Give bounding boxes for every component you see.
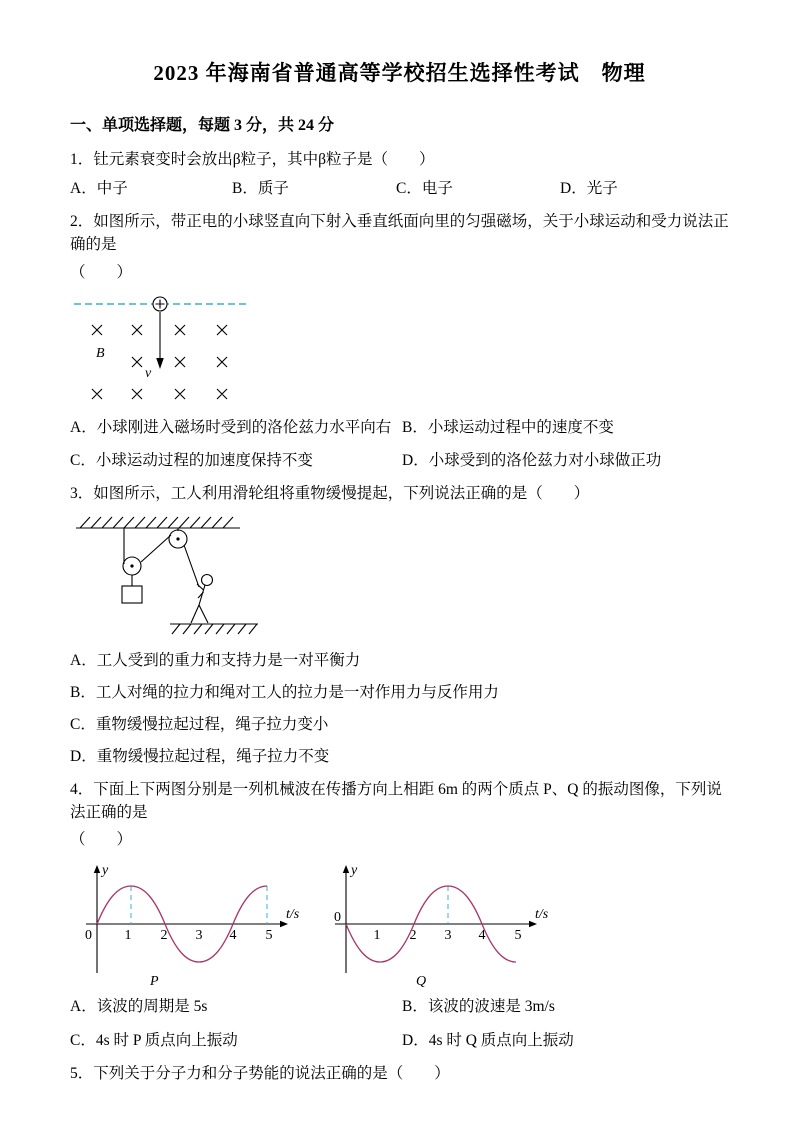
question-4-option-d: D．4s 时 Q 质点向上振动 bbox=[402, 1031, 574, 1049]
q-tick-1: 1 bbox=[373, 928, 381, 944]
rope-middle bbox=[141, 535, 171, 562]
p-tick-5: 5 bbox=[265, 928, 273, 944]
question-2-figure bbox=[72, 290, 729, 410]
question-5-stem: 5．下列关于分子力和分子势能的说法正确的是（ ） bbox=[70, 1064, 450, 1082]
question-4-option-c: C．4s 时 P 质点向上振动 bbox=[70, 1031, 238, 1049]
p-tick-1: 1 bbox=[124, 928, 132, 944]
question-2-option-c: C．小球运动过程的加速度保持不变 bbox=[70, 452, 313, 469]
question-3-option-d: D．重物缓慢拉起过程，绳子拉力不变 bbox=[70, 748, 330, 766]
page-title: 2023 年海南省普通高等学校招生选择性考试 物理 bbox=[153, 61, 646, 85]
q-tick-2: 2 bbox=[409, 928, 417, 944]
question-2-option-d: D．小球受到的洛伦兹力对小球做正功 bbox=[402, 452, 662, 469]
question-2-stem: 2．如图所示，带正电的小球竖直向下射入垂直纸面向里的匀强磁场，关于小球运动和受力说法正确的是 bbox=[70, 213, 729, 254]
question-3-option-a: A．工人受到的重力和支持力是一对平衡力 bbox=[70, 651, 361, 669]
q-tick-5: 5 bbox=[514, 928, 522, 944]
question-3 bbox=[70, 482, 729, 768]
question-3-stem: 3．如图所示，工人利用滑轮组将重物缓慢提起，下列说法正确的是（ ） bbox=[70, 485, 590, 503]
q-tick-3: 3 bbox=[444, 928, 452, 944]
question-4-option-b: B．该波的波速是 3m/s bbox=[402, 998, 555, 1016]
worker-arm-lower bbox=[198, 592, 204, 598]
field-label: B bbox=[96, 345, 105, 361]
question-1-option-d: D．光子 bbox=[560, 179, 618, 197]
ceiling-hatching bbox=[80, 517, 233, 528]
question-1 bbox=[70, 148, 729, 201]
velocity-arrowhead-icon bbox=[156, 358, 164, 369]
worker-leg-right bbox=[199, 605, 208, 623]
question-4-option-a: A．该波的周期是 5s bbox=[70, 998, 208, 1016]
question-5 bbox=[70, 1062, 729, 1085]
fixed-pulley-axle bbox=[176, 537, 179, 540]
rope-to-worker bbox=[184, 545, 199, 587]
q-tick-4: 4 bbox=[478, 928, 486, 944]
worker-leg-left bbox=[191, 605, 199, 623]
vibration-graph-q bbox=[321, 859, 556, 989]
weight-box bbox=[122, 586, 142, 603]
worker-head bbox=[202, 574, 213, 585]
question-3-option-c: C．重物缓慢拉起过程，绳子拉力变小 bbox=[70, 716, 329, 733]
p-tick-3: 3 bbox=[195, 928, 203, 944]
q-origin-label: 0 bbox=[334, 910, 341, 926]
question-1-options bbox=[70, 177, 729, 200]
question-1-option-a: A．中子 bbox=[70, 179, 128, 197]
magnetic-field-figure bbox=[72, 290, 322, 410]
section-header: 一、单项选择题，每题 3 分，共 24 分 bbox=[70, 116, 335, 134]
q-y-axis-arrow-icon bbox=[343, 865, 349, 873]
question-2 bbox=[70, 210, 729, 472]
question-4 bbox=[70, 778, 729, 1052]
p-tick-2: 2 bbox=[160, 928, 168, 944]
p-origin-label: 0 bbox=[85, 928, 92, 944]
question-4-stem-parentheses: （ ） bbox=[70, 831, 133, 848]
question-3-options bbox=[70, 649, 729, 769]
p-y-axis-label: y bbox=[102, 863, 109, 879]
question-1-option-c: C．电子 bbox=[396, 179, 453, 197]
q-graph-label: Q bbox=[416, 974, 427, 990]
p-tick-4: 4 bbox=[229, 928, 237, 944]
question-1-stem: 1．钍元素衰变时会放出β粒子，其中β粒子是（ ） bbox=[70, 150, 435, 168]
pulley-figure bbox=[72, 512, 272, 640]
question-2-options bbox=[70, 416, 729, 473]
question-3-figure bbox=[72, 512, 729, 640]
q-y-axis-label: y bbox=[351, 863, 358, 879]
ground-hatching bbox=[172, 624, 257, 634]
question-2-stem-parentheses: （ ） bbox=[70, 263, 133, 281]
question-2-option-b: B．小球运动过程中的速度不变 bbox=[402, 418, 614, 436]
worker-arm-upper bbox=[197, 584, 204, 590]
question-4-stem: 4．下面上下两图分别是一列机械波在传播方向上相距 6m 的两个质点 P、Q 的振动图像，下列说法正确的是 bbox=[70, 780, 722, 821]
question-4-figures bbox=[72, 859, 729, 989]
question-2-option-a: A．小球刚进入磁场时受到的洛伦兹力水平向右 bbox=[70, 418, 392, 436]
movable-pulley-axle bbox=[130, 564, 133, 567]
p-y-axis-arrow-icon bbox=[94, 865, 100, 873]
question-4-options bbox=[70, 995, 729, 1052]
question-1-option-b: B．质子 bbox=[232, 179, 289, 197]
vibration-graph-p bbox=[72, 859, 307, 989]
p-graph-label: P bbox=[150, 974, 159, 990]
velocity-label: v bbox=[145, 365, 152, 381]
p-dashed-guides bbox=[131, 886, 267, 924]
question-3-option-b: B．工人对绳的拉力和绳对工人的拉力是一对作用力与反作用力 bbox=[70, 683, 499, 701]
p-t-axis-label: t/s bbox=[286, 907, 300, 923]
q-t-axis-label: t/s bbox=[535, 907, 549, 923]
